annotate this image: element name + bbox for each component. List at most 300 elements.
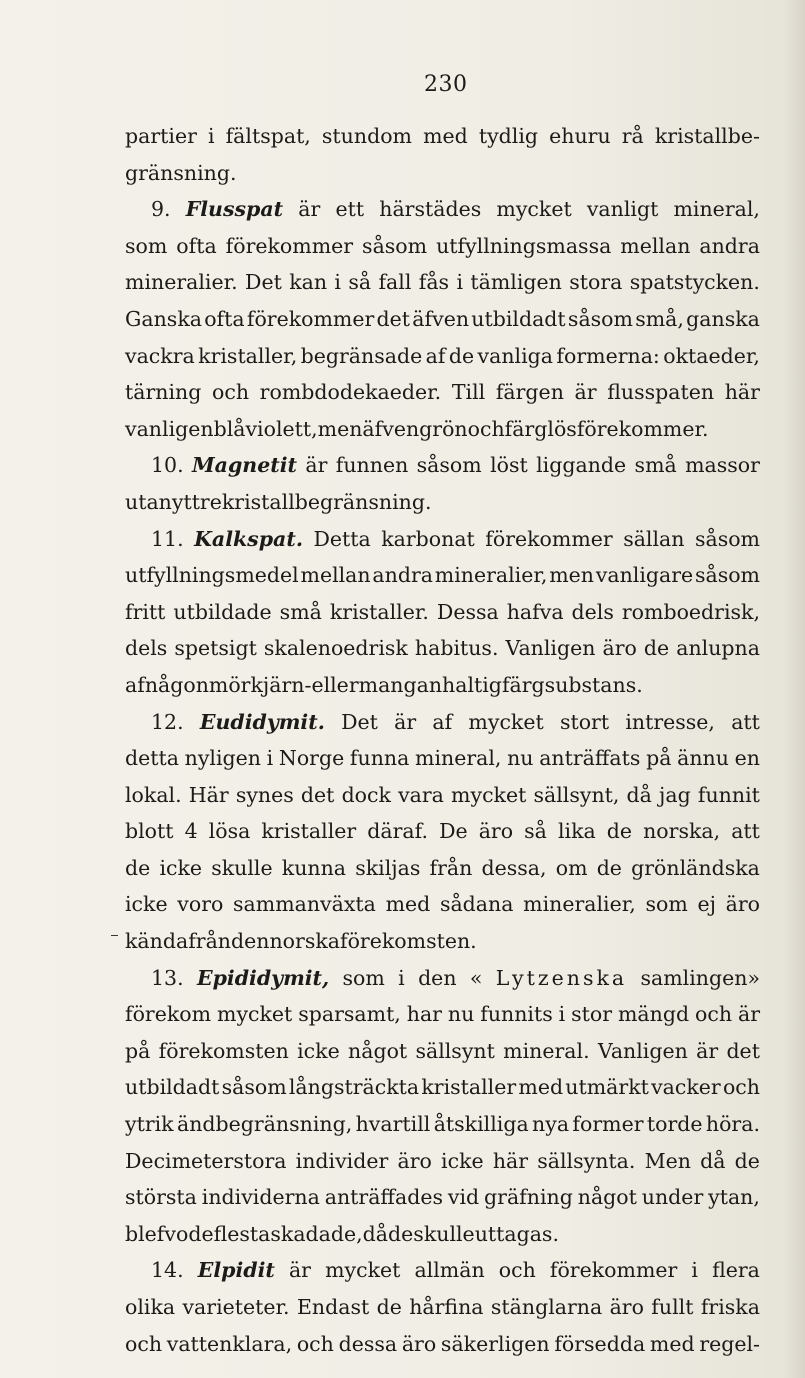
- word: i: [266, 746, 274, 771]
- word: Ganska: [125, 306, 202, 331]
- text-line: [125, 1252, 760, 1289]
- word: anträffats: [539, 746, 641, 771]
- word: sällsynta.: [537, 1148, 636, 1173]
- text-line: [125, 594, 760, 631]
- word: romboedrisk,: [621, 599, 760, 624]
- word: fås: [418, 270, 450, 295]
- word: färglös: [504, 416, 577, 441]
- word: nyligen: [184, 746, 261, 771]
- page-number: 230: [424, 72, 468, 97]
- word: är: [288, 1258, 311, 1283]
- word: ehuru: [549, 124, 611, 148]
- body-text: [125, 118, 760, 1362]
- word: af: [125, 672, 145, 697]
- word: mycket: [325, 1258, 401, 1283]
- word: norska,: [643, 819, 721, 844]
- word: då: [362, 1221, 389, 1246]
- word: flusspaten: [607, 380, 715, 405]
- word: så: [524, 819, 547, 844]
- word: de: [734, 1148, 760, 1173]
- word: 12.: [151, 709, 184, 734]
- word: äro: [397, 1148, 432, 1173]
- word: förekommer.: [576, 416, 709, 441]
- word: Det: [341, 709, 378, 734]
- word: nu: [507, 746, 534, 771]
- word: kunna: [281, 855, 347, 880]
- word: och: [125, 1331, 163, 1356]
- text-line: [125, 777, 760, 814]
- word: synes: [235, 782, 294, 807]
- text-line: [125, 264, 760, 301]
- word: dels: [571, 599, 614, 624]
- word: formerna:: [556, 343, 660, 368]
- text-line: [125, 1143, 760, 1180]
- text-line: [125, 191, 760, 228]
- word: som: [125, 233, 168, 258]
- word: hvartill: [355, 1112, 431, 1137]
- word: blåviolett,: [213, 416, 318, 441]
- word: sammanväxta: [233, 892, 376, 917]
- word: det: [726, 1038, 760, 1063]
- text-line: [125, 338, 760, 375]
- word: förekom: [125, 1002, 212, 1027]
- word: mineralier,: [523, 892, 636, 917]
- word: mellan: [300, 563, 371, 588]
- word: mineral,: [673, 197, 760, 222]
- word: mycket: [496, 197, 572, 222]
- word: förekomsten: [158, 1038, 289, 1063]
- word: ganska: [686, 306, 760, 331]
- word: intresse,: [625, 709, 715, 734]
- word: sparsamt,: [298, 1002, 401, 1027]
- word: långsträckta: [288, 1075, 420, 1100]
- word: äfven: [412, 306, 470, 331]
- word: äro: [478, 819, 514, 844]
- text-line: [125, 1216, 760, 1253]
- word: mellan: [620, 233, 691, 258]
- word: ännu: [677, 746, 729, 771]
- word: stora: [569, 270, 623, 295]
- word: vattenklara,: [166, 1331, 293, 1356]
- word: skadade,: [270, 1221, 363, 1246]
- word: nya: [532, 1112, 570, 1137]
- word: skulle: [413, 1221, 475, 1246]
- word: mineral,: [415, 746, 502, 771]
- word: lösa: [208, 819, 251, 844]
- word: blefvo: [125, 1221, 189, 1246]
- word: friska: [700, 1295, 760, 1319]
- word: kristaller.: [329, 599, 429, 624]
- word: något: [348, 1038, 408, 1063]
- word: Till: [451, 380, 486, 405]
- word: funnit: [697, 782, 760, 807]
- word: flesta: [213, 1221, 271, 1246]
- word: förekommer: [549, 1258, 678, 1283]
- word: i: [691, 1258, 698, 1283]
- word: jag: [659, 782, 691, 807]
- word: Dessa: [436, 599, 499, 624]
- word: flera: [712, 1258, 760, 1283]
- word: 10.: [151, 453, 184, 478]
- word: i: [558, 1002, 566, 1027]
- emphasis-word: Lytzenska: [495, 965, 628, 990]
- word: stänglarna: [490, 1295, 603, 1319]
- mineral-name: Magnetit: [191, 453, 297, 478]
- word: tärning: [125, 380, 202, 405]
- word: Det: [245, 270, 282, 295]
- word: «: [469, 965, 483, 990]
- word: om: [555, 855, 588, 880]
- text-line: [125, 1033, 760, 1070]
- word: icke: [125, 892, 168, 917]
- word: det: [376, 306, 411, 331]
- word: varieteter.: [182, 1295, 290, 1319]
- word: som: [645, 892, 688, 917]
- word: är: [696, 1038, 719, 1063]
- text-line: [125, 228, 760, 265]
- word: vanligt: [586, 197, 659, 222]
- word: 9.: [151, 197, 171, 222]
- word: kristaller: [261, 819, 357, 844]
- word: förekommer: [246, 306, 375, 331]
- word: fältspat,: [225, 124, 311, 148]
- word: i: [207, 124, 215, 148]
- word: tämligen: [470, 270, 562, 295]
- word: funna: [349, 746, 410, 771]
- text-line: [125, 960, 760, 997]
- text-line: [125, 923, 760, 960]
- word: lika: [557, 819, 596, 844]
- page-edge-shadow: [783, 0, 805, 1378]
- word: oktaeder,: [663, 343, 760, 368]
- word: de: [448, 343, 475, 368]
- text-line: [125, 813, 760, 850]
- word: vanliga: [477, 343, 553, 368]
- word: såsom: [694, 563, 760, 588]
- word: det: [300, 782, 335, 807]
- word: anträffades: [324, 1185, 443, 1210]
- word: färgsubstans.: [501, 672, 643, 697]
- word: att: [731, 819, 760, 844]
- word: allmän: [414, 1258, 485, 1283]
- word: Vanligen: [597, 1038, 688, 1063]
- word: från: [429, 855, 473, 880]
- word: dels: [125, 636, 168, 661]
- word: den: [231, 929, 270, 954]
- word: stort: [559, 709, 610, 734]
- word: såsom: [567, 306, 633, 331]
- word: här: [724, 380, 760, 405]
- word: äro: [401, 1331, 437, 1356]
- word: ett: [335, 197, 365, 222]
- mineral-name: Elpidit: [197, 1258, 275, 1283]
- word: små: [279, 599, 322, 624]
- word: former: [572, 1112, 644, 1137]
- word: järn-: [262, 672, 312, 697]
- text-line: [125, 704, 760, 741]
- word: stor: [571, 1002, 613, 1027]
- word: af: [432, 709, 453, 734]
- word: med: [423, 124, 468, 148]
- text-line: [125, 521, 760, 558]
- word: kan: [289, 270, 328, 295]
- word: karbonat: [381, 526, 475, 551]
- word: är: [305, 453, 328, 478]
- word: Här: [188, 782, 229, 807]
- word: De: [439, 819, 468, 844]
- word: kristaller,: [198, 343, 298, 368]
- word: 4: [184, 819, 198, 844]
- word: mycket: [468, 709, 544, 734]
- word: äro: [609, 1295, 644, 1319]
- word: skalenoedrisk: [263, 636, 408, 661]
- word: ändbegränsning,: [176, 1112, 353, 1137]
- word: under: [641, 1185, 704, 1210]
- word: förekommer: [225, 233, 354, 258]
- word: små,: [635, 306, 684, 331]
- word: utan: [125, 489, 172, 514]
- word: då: [700, 1148, 726, 1173]
- mineral-name: Epididymit,: [196, 965, 330, 990]
- word: hafva: [506, 599, 564, 624]
- word: från: [188, 929, 232, 954]
- word: och: [296, 1331, 334, 1356]
- word: hårfina: [409, 1295, 484, 1319]
- word: sällan: [623, 526, 685, 551]
- word: är: [394, 709, 417, 734]
- word: vanligare: [595, 563, 694, 588]
- word: samlingen»: [640, 965, 760, 990]
- word: såsom: [362, 233, 428, 258]
- word: åtskilliga: [433, 1112, 529, 1137]
- word: Endast: [296, 1295, 370, 1319]
- word: Decimeterstora: [125, 1148, 287, 1173]
- word: en: [734, 746, 760, 771]
- word: Norge: [278, 746, 345, 771]
- word: dessa,: [481, 855, 547, 880]
- word: anlupna: [676, 636, 760, 661]
- word: eller: [311, 672, 359, 697]
- margin-mark: [111, 935, 118, 936]
- word: uttagas.: [474, 1221, 559, 1246]
- word: i: [456, 270, 464, 295]
- text-line: [125, 667, 760, 704]
- word: höra.: [705, 1112, 760, 1137]
- text-line: [125, 118, 760, 155]
- word: små: [634, 453, 677, 478]
- word: och: [498, 1258, 536, 1283]
- word: och: [212, 380, 250, 405]
- text-line: [125, 1106, 760, 1143]
- word: mängd: [617, 1002, 690, 1027]
- text-line: [125, 850, 760, 887]
- word: lokal.: [125, 782, 182, 807]
- word: i: [398, 965, 405, 990]
- word: rå: [621, 124, 644, 148]
- word: största: [125, 1185, 197, 1210]
- word: och: [695, 1002, 733, 1027]
- word: någon: [144, 672, 209, 697]
- word: mineral.: [503, 1038, 590, 1063]
- word: fritt: [125, 599, 166, 624]
- text-line: [125, 1179, 760, 1216]
- word: såsom: [694, 526, 760, 551]
- word: 13.: [151, 965, 184, 990]
- word: rombdodekaeder.: [259, 380, 442, 405]
- word: olika: [125, 1295, 176, 1319]
- text-line: [125, 740, 760, 777]
- word: den: [418, 965, 457, 990]
- word: utmärkt: [565, 1075, 649, 1100]
- word: förekommer: [485, 526, 613, 551]
- word: ej: [697, 892, 716, 917]
- word: detta: [125, 746, 179, 771]
- word: de: [596, 855, 622, 880]
- word: i: [334, 270, 341, 295]
- word: 14.: [151, 1258, 184, 1283]
- text-line: [125, 484, 760, 521]
- word: ytrik: [125, 1112, 174, 1137]
- word: torde: [646, 1112, 703, 1137]
- word: norska: [269, 929, 340, 954]
- word: ofta: [204, 306, 245, 331]
- word: kända: [125, 929, 189, 954]
- word: har: [406, 1002, 442, 1027]
- word: individerna: [201, 1185, 320, 1210]
- word: då: [626, 782, 652, 807]
- word: individer: [295, 1148, 389, 1173]
- word: sällsynt: [415, 1038, 495, 1063]
- text-line: [125, 1326, 760, 1363]
- word: gränsning.: [125, 160, 237, 185]
- word: äfven: [362, 416, 420, 441]
- text-line: [125, 886, 760, 923]
- word: så: [348, 270, 372, 295]
- word: på: [646, 746, 672, 771]
- word: andra: [699, 233, 760, 258]
- word: vanligen: [125, 416, 214, 441]
- word: grön: [419, 416, 468, 441]
- word: vara: [398, 782, 444, 807]
- word: kristaller: [421, 1075, 517, 1100]
- word: och: [722, 1075, 760, 1100]
- word: utbildadt: [471, 306, 566, 331]
- word: spatstycken.: [629, 270, 760, 295]
- word: voro: [177, 892, 224, 917]
- word: utfyllningsmassa: [436, 233, 612, 258]
- word: med: [649, 1331, 695, 1356]
- word: mörk: [208, 672, 263, 697]
- word: vacker: [651, 1075, 721, 1100]
- word: stundom: [321, 124, 412, 148]
- text-line: [125, 996, 760, 1033]
- word: tydlig: [478, 124, 539, 148]
- word: Detta: [313, 526, 371, 551]
- word: af: [425, 343, 446, 368]
- word: löst: [490, 453, 528, 478]
- word: nu: [447, 1002, 475, 1027]
- word: färgen: [495, 380, 564, 405]
- word: mycket: [451, 782, 527, 807]
- word: de: [125, 855, 151, 880]
- text-line: [125, 301, 760, 338]
- word: funnen: [335, 453, 409, 478]
- text-line: [125, 1069, 760, 1106]
- word: och: [467, 416, 505, 441]
- word: de: [376, 1295, 402, 1319]
- word: regel-: [699, 1331, 760, 1356]
- word: de: [606, 819, 633, 844]
- word: yttre: [171, 489, 222, 514]
- word: spetsigt: [174, 636, 257, 661]
- word: gräfning: [484, 1185, 573, 1210]
- word: liggande: [536, 453, 627, 478]
- word: fall: [378, 270, 412, 295]
- word: med: [385, 892, 431, 917]
- word: däraf.: [367, 819, 428, 844]
- word: förekomsten.: [340, 929, 477, 954]
- word: massor: [685, 453, 760, 478]
- text-line: [125, 1289, 760, 1326]
- word: med: [518, 1075, 564, 1100]
- word: är: [574, 380, 597, 405]
- word: begränsade: [300, 343, 423, 368]
- word: sällsynt,: [533, 782, 620, 807]
- word: som: [342, 965, 385, 990]
- word: dock: [341, 782, 391, 807]
- word: mycket: [217, 1002, 293, 1027]
- word: Men: [644, 1148, 691, 1173]
- word: habitus.: [414, 636, 499, 661]
- word: såsom: [416, 453, 482, 478]
- word: Vanligen: [505, 636, 596, 661]
- word: funnits: [480, 1002, 553, 1027]
- word: de: [188, 1221, 214, 1246]
- word: äro: [725, 892, 760, 917]
- word: utbildadt: [125, 1075, 220, 1100]
- word: är: [737, 1002, 760, 1027]
- word: härstädes: [379, 197, 482, 222]
- word: grönländska: [631, 855, 760, 880]
- mineral-name: Kalkspat.: [194, 526, 303, 551]
- word: fullt: [651, 1295, 694, 1319]
- word: de: [643, 636, 670, 661]
- word: ytan,: [708, 1185, 760, 1210]
- word: icke: [159, 855, 203, 880]
- word: men: [549, 563, 594, 588]
- word: här: [492, 1148, 529, 1173]
- word: andra: [372, 563, 433, 588]
- word: något: [577, 1185, 637, 1210]
- text-line: [125, 411, 760, 448]
- word: skulle: [211, 855, 273, 880]
- text-line: [125, 447, 760, 484]
- word: att: [731, 709, 760, 734]
- word: utbildade: [173, 599, 272, 624]
- word: blott: [125, 819, 174, 844]
- word: utfyllningsmedel: [125, 563, 299, 588]
- text-line: [125, 374, 760, 411]
- word: icke: [297, 1038, 340, 1063]
- word: på: [125, 1038, 151, 1063]
- word: mineralier,: [434, 563, 548, 588]
- word: försedda: [554, 1331, 646, 1356]
- word: manganhaltig: [358, 672, 502, 697]
- word: ofta: [176, 233, 217, 258]
- text-line: [125, 155, 760, 192]
- word: vackra: [125, 343, 195, 368]
- word: partier: [125, 124, 197, 148]
